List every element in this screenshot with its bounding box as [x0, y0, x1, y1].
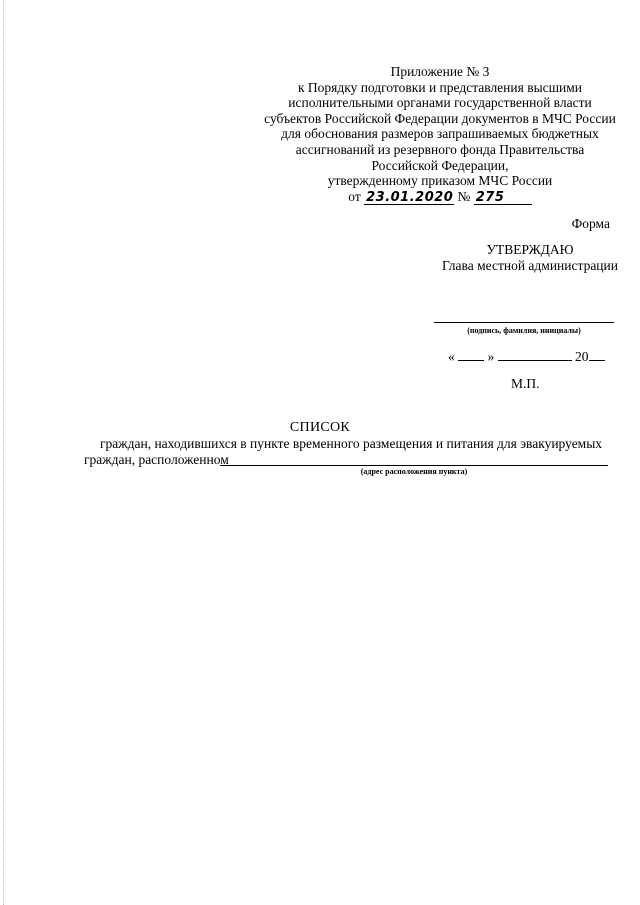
list-location-label: граждан, расположенном — [84, 452, 229, 467]
form-label: Форма — [571, 216, 610, 231]
close-quote: » — [487, 349, 495, 364]
list-subtitle: граждан, находившихся в пункте временного размещения и питания для эвакуируемых — [100, 436, 603, 451]
month-blank — [498, 348, 572, 361]
annex-line: Приложение № 3 — [390, 64, 490, 79]
signature-caption: (подпись, фамилия, инициалы) — [467, 326, 581, 335]
annex-line: утвержденному приказом МЧС России — [327, 173, 553, 189]
annex-line: к Порядку подготовки и представления высшими — [297, 79, 583, 95]
from-label: от — [348, 188, 361, 204]
year-prefix: 20 — [575, 349, 589, 364]
approval-title: УТВЕРЖДАЮ — [486, 242, 574, 257]
order-date-line — [250, 189, 630, 205]
year-blank — [589, 348, 605, 361]
signature-line — [434, 322, 614, 323]
address-caption: (адрес расположения пункта) — [360, 467, 468, 476]
approval-block — [430, 242, 630, 274]
annex-line: исполнительными органами государственной власти — [288, 95, 592, 111]
approval-date-fields — [448, 348, 605, 365]
annex-header — [250, 64, 630, 205]
handwritten-number: 275 — [474, 191, 532, 205]
seal-mark: М.П. — [511, 376, 540, 391]
approval-position: Глава местной администрации — [442, 258, 618, 273]
day-blank — [458, 348, 484, 361]
annex-line: Российской Федерации, — [371, 157, 509, 173]
scan-edge — [3, 0, 4, 905]
address-line — [220, 465, 608, 466]
open-quote: « — [448, 349, 455, 364]
number-label: № — [457, 188, 471, 204]
list-title: СПИСОК — [289, 420, 351, 435]
annex-line: субъектов Российской Федерации документов в МЧС России — [264, 110, 616, 126]
annex-line: ассигнований из резервного фонда Правительства — [295, 141, 585, 157]
handwritten-date: 23.01.2020 — [366, 189, 454, 205]
annex-line: для обоснования размеров запрашиваемых бюджетных — [281, 126, 599, 142]
